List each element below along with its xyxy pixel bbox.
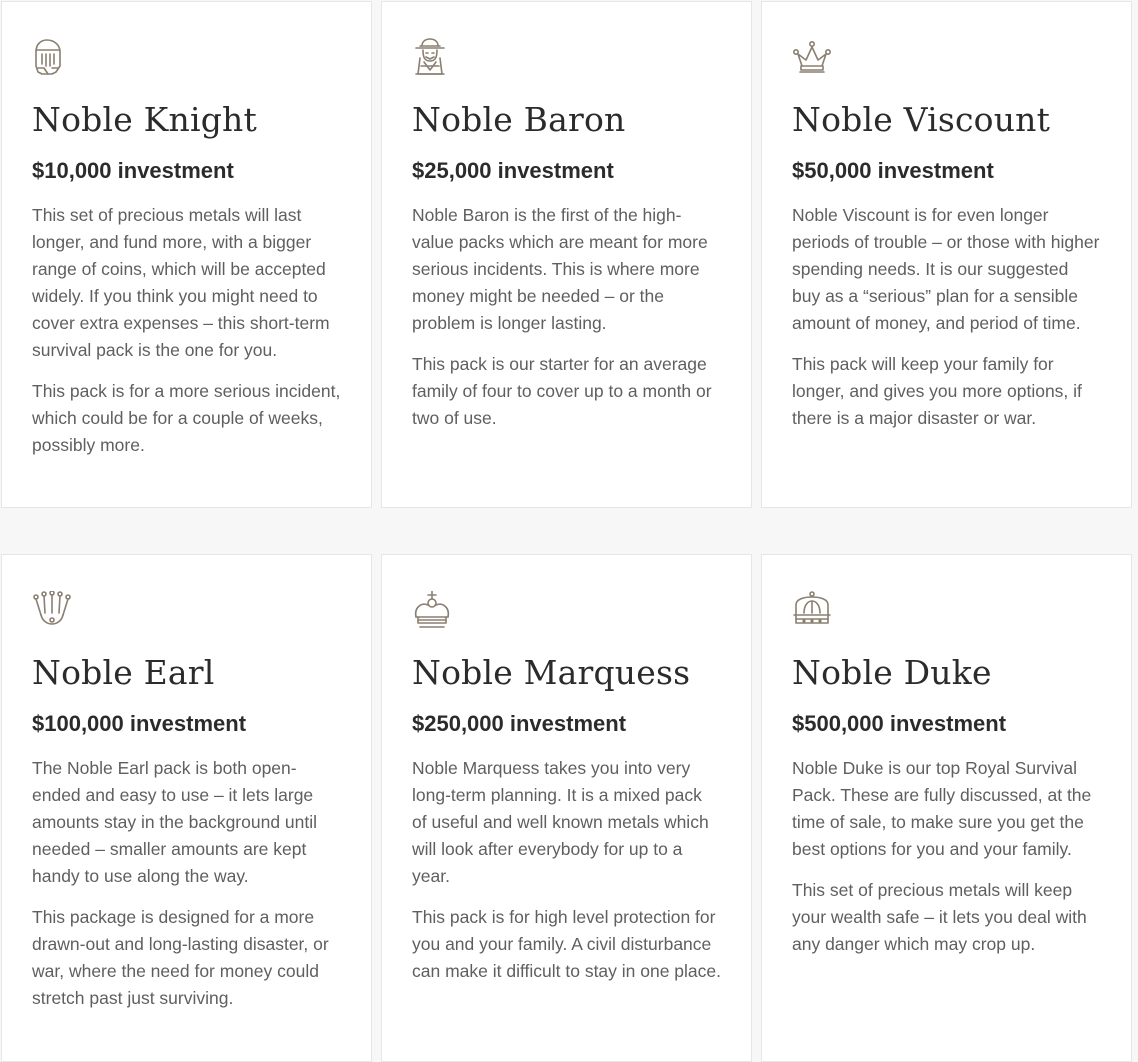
pack-price: $50,000 investment — [792, 158, 994, 183]
pack-title: Noble Baron — [412, 100, 626, 139]
pack-title: Noble Earl — [32, 653, 215, 692]
pack-card-duke — [761, 554, 1132, 1062]
earl-coronet-icon — [32, 591, 76, 631]
pack-description: Noble Viscount is for even longer periods of trouble – or those with higher spending needs. It is our suggested buy as a “serious” plan for a sensible amount of money, and period of time. — [792, 205, 1100, 333]
pack-card-viscount — [761, 1, 1132, 508]
pack-description: This set of precious metals will last longer, and fund more, with a bigger range of coins, which will be accepted widely. If you think you might need to cover extra expenses – this short-term survival pack is the one for you. — [32, 205, 330, 360]
pack-use-case: This pack will keep your family for longer, and gives you more options, if there is a major disaster or war. — [792, 354, 1082, 428]
baron-figure-icon — [412, 38, 456, 78]
pack-description: Noble Marquess takes you into very long-term planning. It is a mixed pack of useful and well known metals which will look after everybody for up to a year. — [412, 758, 709, 886]
marquess-crown-icon — [412, 591, 456, 631]
pack-description: The Noble Earl pack is both open-ended and easy to use – it lets large amounts stay in the background until needed – smaller amounts are kept handy to use along the way. — [32, 758, 318, 886]
pack-price: $100,000 investment — [32, 711, 247, 736]
pack-card-baron — [381, 1, 752, 508]
pack-price: $10,000 investment — [32, 158, 234, 183]
pack-use-case: This pack is for a more serious incident, which could be for a couple of weeks, possibly more. — [32, 381, 341, 455]
pack-card-earl — [1, 554, 372, 1062]
pack-title: Noble Knight — [32, 100, 257, 139]
pack-title: Noble Duke — [792, 653, 992, 692]
pack-use-case: This pack is our starter for an average family of four to cover up to a month or two of use. — [412, 354, 712, 428]
pack-description: Noble Baron is the first of the high-value packs which are meant for more serious incidents. This is where more money might be needed – or the problem is longer lasting. — [412, 205, 708, 333]
pack-use-case: This package is designed for a more drawn-out and long-lasting disaster, or war, where the need for money could stretch past just surviving. — [32, 907, 329, 1008]
pack-card-knight — [1, 1, 372, 508]
knight-helmet-icon — [32, 38, 76, 78]
duke-crown-icon — [792, 591, 836, 631]
pack-price: $500,000 investment — [792, 711, 1007, 736]
pack-description: Noble Duke is our top Royal Survival Pack. These are fully discussed, at the time of sale, to make sure you get the best options for you and your family. — [792, 758, 1092, 859]
pack-card-marquess — [381, 554, 752, 1062]
pack-use-case: This set of precious metals will keep your wealth safe – it lets you deal with any danger which may crop up. — [792, 880, 1087, 954]
viscount-crown-icon — [792, 38, 836, 78]
pack-use-case: This pack is for high level protection for you and your family. A civil disturbance can make it difficult to stay in one place. — [412, 907, 722, 981]
pack-title: Noble Marquess — [412, 653, 691, 692]
pack-price: $250,000 investment — [412, 711, 627, 736]
pack-price: $25,000 investment — [412, 158, 614, 183]
pack-title: Noble Viscount — [792, 100, 1051, 139]
